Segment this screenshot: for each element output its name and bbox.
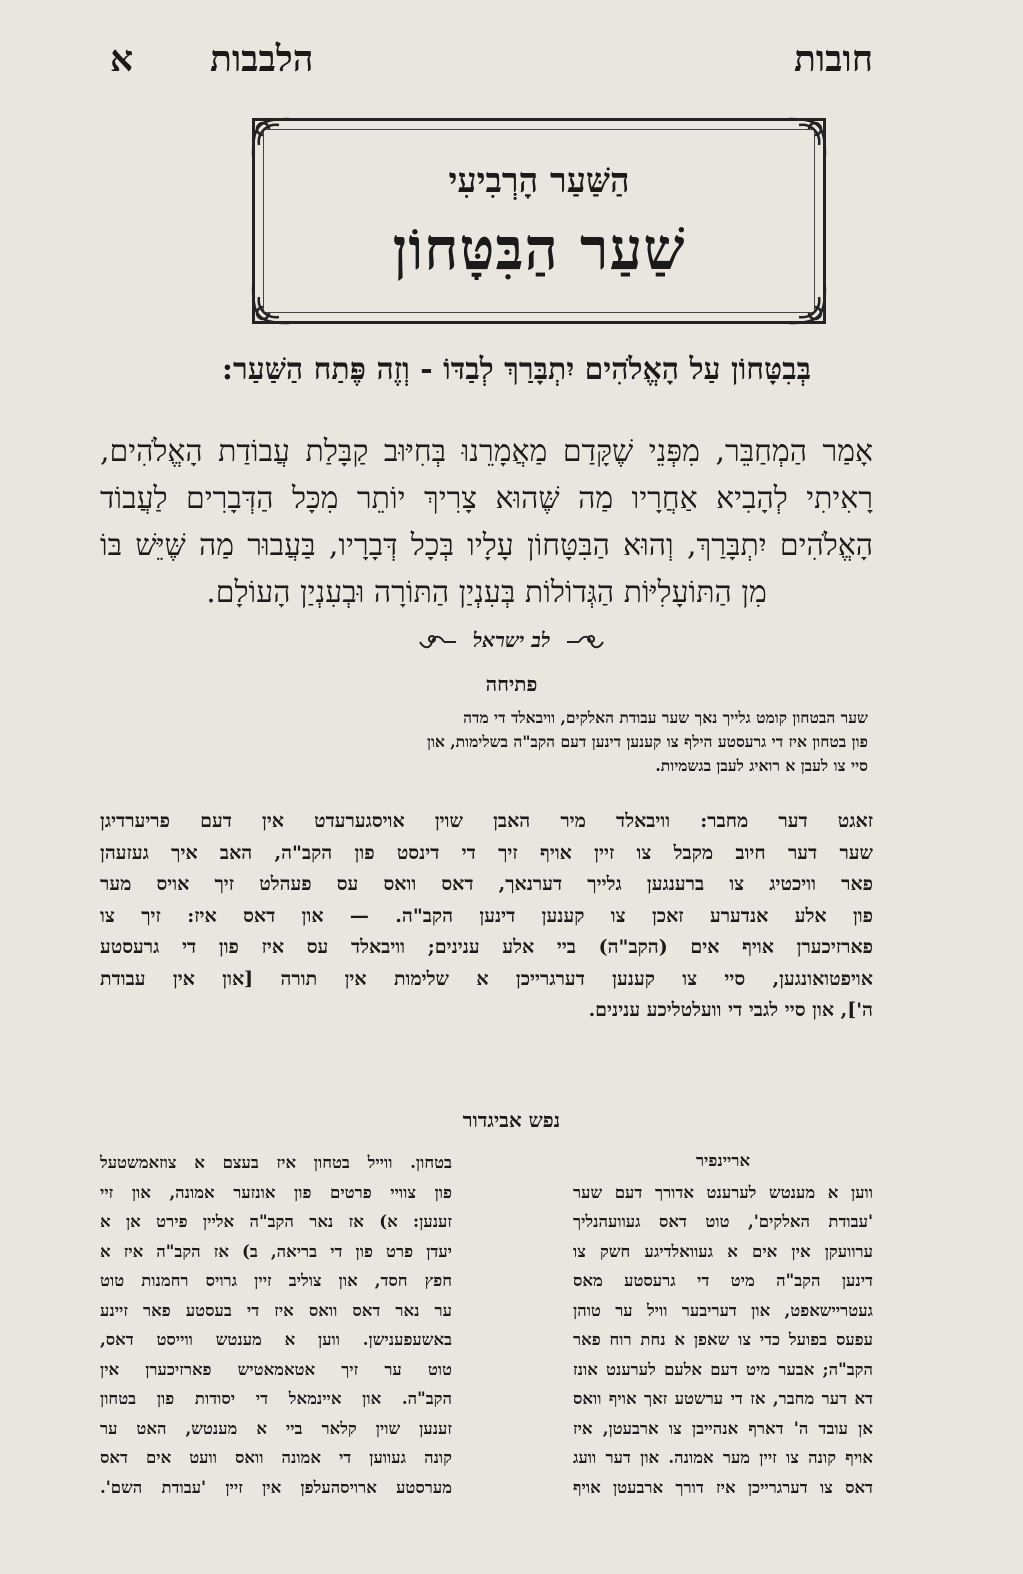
commentary-column-right [573,1146,873,1502]
commentary-line: טוט ער זיך אטאמאטיש פארזיכערן אין [100,1359,452,1379]
commentary-line: בטחון. ווייל בטחון איז בעצם א צוזאמשטעל [100,1153,452,1172]
commentary-line: דינען הקב"ה מיט די גרעסטע מאס [573,1271,873,1290]
intro-line: שער הבטחון קומט גלייך נאך שער עבודת האלקים, וויבאלד די מדה [463,708,868,727]
commentary-line: קונה געווען די אמונה וואס וועט אים דאס [100,1448,452,1467]
gate-title: שַׁעַר הַבִּטָּחוֹן [392,215,686,283]
corner-ornament-icon [249,283,293,327]
main-text-line: הָאֱלֹהִים יִתְבָּרַךְ, וְהוּא הַבִּטָּחוֹן עָלָיו בְּכָל דְּבָרָיו, בַּעֲבוּר מַה שֶּׁיֵּשׁ בּוֹ [100,528,873,563]
translation-line: ה'], און סיי לגבי די וועלטליכע ענינים. [588,999,873,1021]
ornament-label: לב ישראל [472,628,551,652]
translation-line: אויפטואונגען, סיי צו קענען דערגרייכן א שלימות אין תורה [און אין עבודת [100,967,873,990]
gate-number: הַשַּׁעַר הָרְבִיעִי [448,161,630,201]
commentary-line: מערסטע ארויסהעלפן אין זיין 'עבודת השם'. [100,1477,452,1497]
commentary-line: הקב"ה. און איינמאל די יסודות פון בטחון [100,1389,452,1408]
main-text-line: מִן הַתּוֹעָלִיּוֹת הַגְּדוֹלוֹת בְּעִנְיַן הַתּוֹרָה וּבְעִנְיַן הָעוֹלָם. [206,575,767,610]
commentary-line: זענען: א) אז נאר הקב"ה אליין פירט אן א [100,1212,452,1231]
commentary-line: חפץ חסד, און צוליב זיין גרויס רחמנות טוט [100,1271,452,1290]
intro-line: סיי צו לעבן א רואיג לעבן בגשמיות. [655,756,868,775]
gate-subtitle: בְּבִטָּחוֹן עַל הָאֱלֹהִים יִתְבָּרַךְ לְבַדּוֹ - וְזֶה פֶּתַח הַשַּׁעַר: [221,352,812,387]
commentary-line: געטריישאפט, און דעריבער וויל ער טוהן [573,1300,873,1320]
commentary-subtitle: אריינפיר [695,1151,751,1170]
title-frame [252,118,826,324]
main-text-line: רָאִיתִי לְהָבִיא אַחֲרָיו מַה שֶּׁהוּא צָרִיךְ יוֹתֵר מִכָּל הַדְּבָרִים לַעֲבוֹד [100,481,873,516]
commentary-line: באשעפענישן. ווען א מענטש ווייסט דאס, [100,1330,452,1349]
page-number: א [110,38,134,80]
commentary-line: 'עבודת האלקים', טוט דאס געוועהנליך [573,1212,873,1231]
yiddish-translation [100,806,873,1027]
flourish-icon [416,634,458,650]
commentary-column-left [100,1148,452,1502]
running-header [110,38,873,88]
flourish-icon [565,634,607,650]
header-book-word-2: הלבבות [210,38,314,80]
intro-line: פון בטחון איז די גרעסטע הילף צו קענען דינען דעם הקב"ה בשלימות, און [427,732,868,751]
ptichah-heading: פתיחה [485,672,538,696]
intro-paragraph [205,706,868,778]
commentary-line: ווען א מענטש לערענט אדורך דעם שער [573,1182,873,1202]
corner-ornament-icon [785,115,829,159]
translation-line: פאר וויכטיג צו ברענגען גלייך דערנאך, דאס וואס עס פעהלט זיך אויס מער [100,873,873,895]
commentary-line: אן עובד ה' דארף אנהייבן צו ארבעטן, איז [573,1418,873,1438]
commentary-line: ערוועקן אין אים א געוואלדיגע חשק צו [573,1241,873,1261]
commentary-line: פון צוויי פרטים פון אונזער אמונה, און זיי [100,1182,452,1202]
translation-line: פון אלע אנדערע זאכן צו קענען דינען הקב"ה. — און דאס איז: זיך צו [100,904,873,927]
commentary-line: עפעס בפועל כדי צו שאפן א נחת רוח פאר [573,1330,873,1349]
header-book-word: חובות [793,38,873,80]
commentary-line: דאס צו דערגרייכן איז דורך ארבעטן אויף [573,1477,873,1497]
commentary-line: זענען שוין קלאר ביי א מענטש, האט ער [100,1418,452,1438]
translation-line: זאגט דער מחבר: וויבאלד מיר האבן שוין אויסגערעדט אין דעם פריערדיגן [100,810,873,832]
commentary-line: ער נאר דאס וואס איז די בעסטע פאר זיינע [100,1300,452,1320]
commentary-title: נפש אביגדור [462,1108,561,1132]
commentary-line: דא דער מחבר, אז די ערשטע זאך אויף וואס [573,1389,873,1408]
commentary-line: אויף קונה צו זיין מער אמונה. און דער וועג [573,1448,873,1467]
translation-line: שער דער חיוב מקבל צו זיין אויף זיך די דינסט פון הקב"ה, האב איך געזעהן [100,841,873,864]
commentary-line: יעדן פרט פון די בריאה, ב) אז הקב"ה איז א [100,1241,452,1261]
commentary-line: הקב"ה; אבער מיט דעם אלעם לערענט אונז [573,1359,873,1379]
translation-line: פארזיכערן אויף אים (הקב"ה) ביי אלע ענינים; וויבאלד עס איז פון די גרעסטע [100,936,873,958]
corner-ornament-icon [249,115,293,159]
section-ornament [0,628,1023,653]
main-text-line: אָמַר הַמְחַבֵּר, מִפְּנֵי שֶׁקָּדַם מַאֲמָרֵנוּ בְּחִיּוּב קַבָּלַת עֲבוֹדַת הָאֱלֹהִים, [100,434,873,469]
main-hebrew-text [100,428,873,616]
corner-ornament-icon [785,283,829,327]
